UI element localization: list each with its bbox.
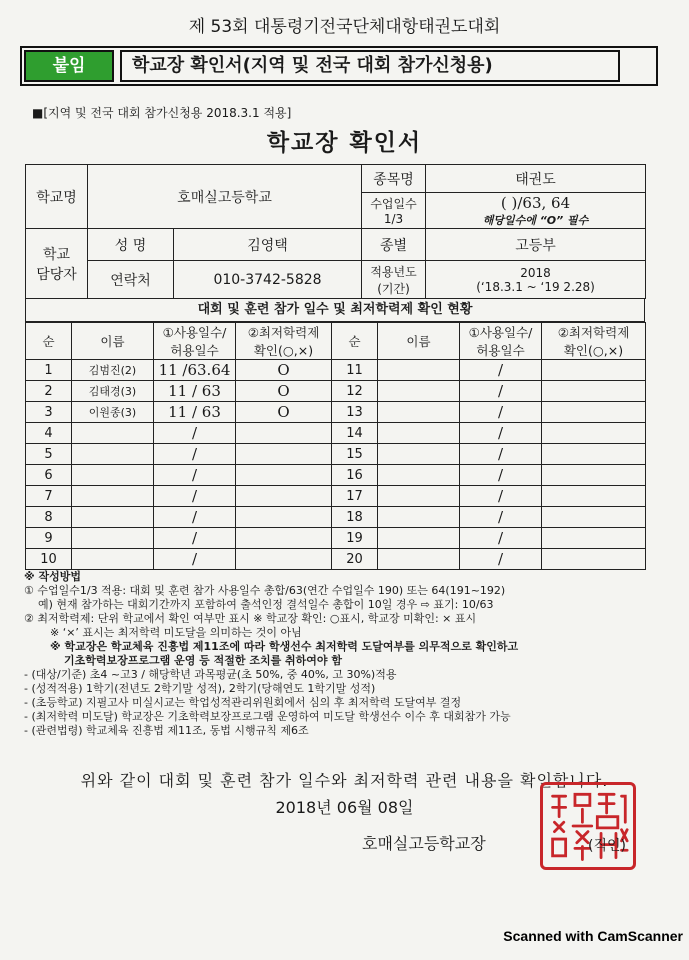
contact-label-cell bbox=[88, 261, 174, 299]
grade-check-left bbox=[236, 486, 332, 507]
days-used-left: / bbox=[154, 528, 236, 549]
header-days-line2: 허용일수 bbox=[170, 343, 219, 358]
grade-check-left bbox=[236, 465, 332, 486]
grade-check-left bbox=[236, 528, 332, 549]
header-num-left: 순 bbox=[26, 323, 72, 360]
days-used-right: / bbox=[460, 465, 542, 486]
grade-check-left bbox=[236, 423, 332, 444]
name-label-cell bbox=[88, 229, 174, 261]
athlete-name-right bbox=[378, 402, 460, 423]
applicability-note: ■[지역 및 전국 대회 참가신청용 2018.3.1 적용] bbox=[32, 106, 292, 120]
row-number-left: 8 bbox=[26, 507, 72, 528]
division-label: 종별 bbox=[379, 237, 408, 254]
days-used-left: / bbox=[154, 549, 236, 570]
instruction-4: - (성적적용) 1학기(전년도 2학기말 성적), 2학기(당해연도 1학기말 성적) bbox=[24, 682, 376, 695]
instruction-6: - (최저학력 미도달) 학교장은 기초학력보장프로그램 운영하여 미도달 학생선수 이수 후 대회참가 가능 bbox=[24, 710, 511, 723]
roster-row bbox=[26, 549, 646, 570]
roster-header-row bbox=[26, 323, 646, 360]
header-name-left: 이름 bbox=[72, 323, 154, 360]
school-info-table bbox=[25, 164, 646, 299]
year-label-cell bbox=[362, 261, 426, 299]
name-label: 성 명 bbox=[114, 237, 147, 254]
header-days-left bbox=[154, 323, 236, 360]
grade-check-right bbox=[542, 381, 646, 402]
manager-label-line1: 학교 bbox=[42, 246, 71, 263]
roster-row bbox=[26, 486, 646, 507]
instruction-1a: ① 수업일수1/3 적용: 대회 및 훈련 참가 사용일수 총합/63(연간 수업일수 190) 또는 64(191~192) bbox=[24, 584, 506, 597]
athlete-name-left bbox=[72, 423, 154, 444]
header-grade-right bbox=[542, 323, 646, 360]
seal-label: (직인) bbox=[588, 838, 626, 854]
row-number-left: 4 bbox=[26, 423, 72, 444]
official-seal bbox=[540, 782, 636, 870]
roster-row bbox=[26, 507, 646, 528]
days-label-line1: 수업일수 bbox=[370, 197, 417, 211]
grade-check-left: O bbox=[236, 402, 332, 423]
event-value-cell bbox=[426, 165, 646, 193]
athlete-name-right bbox=[378, 381, 460, 402]
grade-check-left: O bbox=[236, 360, 332, 381]
row-number-right: 18 bbox=[332, 507, 378, 528]
school-name-cell bbox=[88, 165, 362, 229]
grade-check-right bbox=[542, 423, 646, 444]
roster-row bbox=[26, 360, 646, 381]
instruction-2a: ② 최저학력제: 단위 학교에서 확인 여부만 표시 ※ 학교장 확인: ○표시, 학교장 미확인: × 표시 bbox=[24, 612, 477, 625]
row-number-right: 16 bbox=[332, 465, 378, 486]
athlete-name-left: 김태경(3) bbox=[72, 381, 154, 402]
writing-instructions bbox=[24, 570, 674, 738]
days-used-left: 11 / 63 bbox=[154, 381, 236, 402]
event-label: 종목명 bbox=[373, 171, 414, 188]
roster-row bbox=[26, 381, 646, 402]
grade-check-right bbox=[542, 465, 646, 486]
division-label-cell bbox=[362, 229, 426, 261]
days-used-right: / bbox=[460, 507, 542, 528]
row-number-left: 5 bbox=[26, 444, 72, 465]
days-used-right: / bbox=[460, 549, 542, 570]
grade-check-left bbox=[236, 507, 332, 528]
athlete-name-left: 이원종(3) bbox=[72, 402, 154, 423]
contact-value-cell bbox=[174, 261, 362, 299]
attachment-tag: 붙임 bbox=[24, 50, 114, 82]
row-number-right: 20 bbox=[332, 549, 378, 570]
athlete-name-right bbox=[378, 423, 460, 444]
days-hint: 해당일수에 “O” 필수 bbox=[482, 213, 589, 227]
athlete-name-left bbox=[72, 465, 154, 486]
attachment-title: 학교장 확인서(지역 및 전국 대회 참가신청용) bbox=[120, 50, 620, 82]
row-number-right: 17 bbox=[332, 486, 378, 507]
athlete-name-right bbox=[378, 507, 460, 528]
days-label-line2: 1/3 bbox=[383, 212, 404, 226]
instruction-1b: 예) 현재 참가하는 대회기간까지 포함하여 출석인정 결석일수 총합이 10일 경우 ⇨ 표기: 10/63 bbox=[38, 598, 494, 611]
days-used-right: / bbox=[460, 528, 542, 549]
days-used-right: / bbox=[460, 423, 542, 444]
grade-check-left bbox=[236, 444, 332, 465]
header-grade-line1: ②최저학력제 bbox=[557, 325, 630, 340]
athlete-name-right bbox=[378, 465, 460, 486]
header-grade-line2: 확인(○,×) bbox=[563, 343, 624, 358]
instruction-2c: ※ 학교장은 학교체육 진흥법 제11조에 따라 학생선수 최저학력 도달여부를 의무적으로 확인하고 bbox=[50, 640, 519, 653]
grade-check-right bbox=[542, 549, 646, 570]
school-label-cell bbox=[26, 165, 88, 229]
header-grade-left bbox=[236, 323, 332, 360]
days-label-cell bbox=[362, 193, 426, 229]
instruction-2b: ※ ‘×’ 표시는 최저학력 미도달을 의미하는 것이 아님 bbox=[50, 626, 302, 639]
days-used-left: / bbox=[154, 444, 236, 465]
athlete-name-right bbox=[378, 528, 460, 549]
athlete-name-left bbox=[72, 507, 154, 528]
manager-label-cell bbox=[26, 229, 88, 299]
year-value-cell bbox=[426, 261, 646, 299]
main-title: 학교장 확인서 bbox=[266, 130, 423, 156]
days-used-right: / bbox=[460, 486, 542, 507]
header-days-line1: ①사용일수/ bbox=[162, 325, 227, 340]
row-number-left: 2 bbox=[26, 381, 72, 402]
athlete-name-right bbox=[378, 444, 460, 465]
athlete-name-left bbox=[72, 528, 154, 549]
year-label-line2: (기간) bbox=[377, 281, 410, 296]
days-used-right: / bbox=[460, 381, 542, 402]
instruction-5: - (초등학교) 지필고사 미실시교는 학업성적관리위원회에서 심의 후 최저학력 도달여부 결정 bbox=[24, 696, 462, 709]
days-used-left: 11 /63.64 bbox=[154, 360, 236, 381]
row-number-right: 19 bbox=[332, 528, 378, 549]
row-number-left: 1 bbox=[26, 360, 72, 381]
grade-check-right bbox=[542, 507, 646, 528]
instruction-7: - (관련법령) 학교체육 진흥법 제11조, 동법 시행규칙 제6조 bbox=[24, 724, 309, 737]
header-days-line2: 허용일수 bbox=[476, 343, 525, 358]
row-number-right: 14 bbox=[332, 423, 378, 444]
year-label-line1: 적용년도 bbox=[370, 264, 417, 279]
days-used-right: / bbox=[460, 360, 542, 381]
year-value-line2: (‘18.3.1 ~ ‘19 2.28) bbox=[476, 279, 595, 294]
grade-check-right bbox=[542, 486, 646, 507]
athlete-name-right bbox=[378, 360, 460, 381]
principal-name: 호매실고등학교장 bbox=[362, 834, 486, 853]
school-name: 호매실고등학교 bbox=[177, 189, 272, 206]
days-used-right: / bbox=[460, 402, 542, 423]
issue-date: 2018년 06월 08일 bbox=[275, 798, 414, 817]
roster-row bbox=[26, 528, 646, 549]
days-used-left: / bbox=[154, 507, 236, 528]
days-used-right: / bbox=[460, 444, 542, 465]
roster-row bbox=[26, 444, 646, 465]
name-value-cell bbox=[174, 229, 362, 261]
header-days-right bbox=[460, 323, 542, 360]
contact-value: 010-3742-5828 bbox=[213, 271, 322, 288]
instruction-3: - (대상/기준) 초4 ~고3 / 해당학년 과목평균(초 50%, 중 40%, 고 30%)적용 bbox=[24, 668, 397, 681]
manager-label-line2: 담당자 bbox=[36, 266, 77, 283]
header-grade-line1: ②최저학력제 bbox=[247, 325, 320, 340]
manager-name: 김영택 bbox=[247, 237, 288, 254]
instructions-heading: ※ 작성방법 bbox=[24, 570, 82, 583]
roster-row bbox=[26, 465, 646, 486]
row-number-left: 9 bbox=[26, 528, 72, 549]
athlete-name-left bbox=[72, 549, 154, 570]
row-number-right: 15 bbox=[332, 444, 378, 465]
grade-check-right bbox=[542, 360, 646, 381]
grade-check-left bbox=[236, 549, 332, 570]
roster-section-title: 대회 및 훈련 참가 일수 및 최저학력제 확인 현황 bbox=[25, 298, 645, 322]
grade-check-right bbox=[542, 444, 646, 465]
row-number-left: 7 bbox=[26, 486, 72, 507]
roster-row bbox=[26, 402, 646, 423]
athlete-name-right bbox=[378, 486, 460, 507]
athlete-name-left bbox=[72, 444, 154, 465]
row-number-left: 6 bbox=[26, 465, 72, 486]
grade-check-left: O bbox=[236, 381, 332, 402]
days-used-left: / bbox=[154, 465, 236, 486]
days-used-left: 11 / 63 bbox=[154, 402, 236, 423]
grade-check-right bbox=[542, 528, 646, 549]
event-label-cell bbox=[362, 165, 426, 193]
confirmation-statement: 위와 같이 대회 및 훈련 참가 일수와 최저학력 관련 내용을 확인합니다. bbox=[80, 771, 609, 790]
contact-label: 연락처 bbox=[110, 272, 151, 289]
header-name-right: 이름 bbox=[378, 323, 460, 360]
roster-table bbox=[25, 322, 646, 570]
row-number-left: 10 bbox=[26, 549, 72, 570]
school-label: 학교명 bbox=[36, 189, 77, 206]
days-used-left: / bbox=[154, 423, 236, 444]
days-value: ( )/63, 64 bbox=[500, 193, 571, 212]
grade-check-right bbox=[542, 402, 646, 423]
year-value-line1: 2018 bbox=[520, 265, 551, 280]
division-value-cell bbox=[426, 229, 646, 261]
row-number-right: 13 bbox=[332, 402, 378, 423]
athlete-name-left bbox=[72, 486, 154, 507]
event-value: 태권도 bbox=[515, 171, 556, 188]
days-used-left: / bbox=[154, 486, 236, 507]
instruction-2d: 기초학력보장프로그램 운영 등 적절한 조치를 취하여야 함 bbox=[64, 654, 342, 667]
row-number-right: 11 bbox=[332, 360, 378, 381]
event-title: 제 53회 대통령기전국단체대항태권도대회 bbox=[188, 17, 501, 37]
header-num-right: 순 bbox=[332, 323, 378, 360]
header-grade-line2: 확인(○,×) bbox=[253, 343, 314, 358]
roster-row bbox=[26, 423, 646, 444]
division-value: 고등부 bbox=[515, 237, 556, 254]
scanner-watermark: Scanned with CamScanner bbox=[503, 928, 683, 944]
header-days-line1: ①사용일수/ bbox=[468, 325, 533, 340]
days-value-cell bbox=[426, 193, 646, 229]
athlete-name-right bbox=[378, 549, 460, 570]
row-number-left: 3 bbox=[26, 402, 72, 423]
athlete-name-left: 김범진(2) bbox=[72, 360, 154, 381]
row-number-right: 12 bbox=[332, 381, 378, 402]
